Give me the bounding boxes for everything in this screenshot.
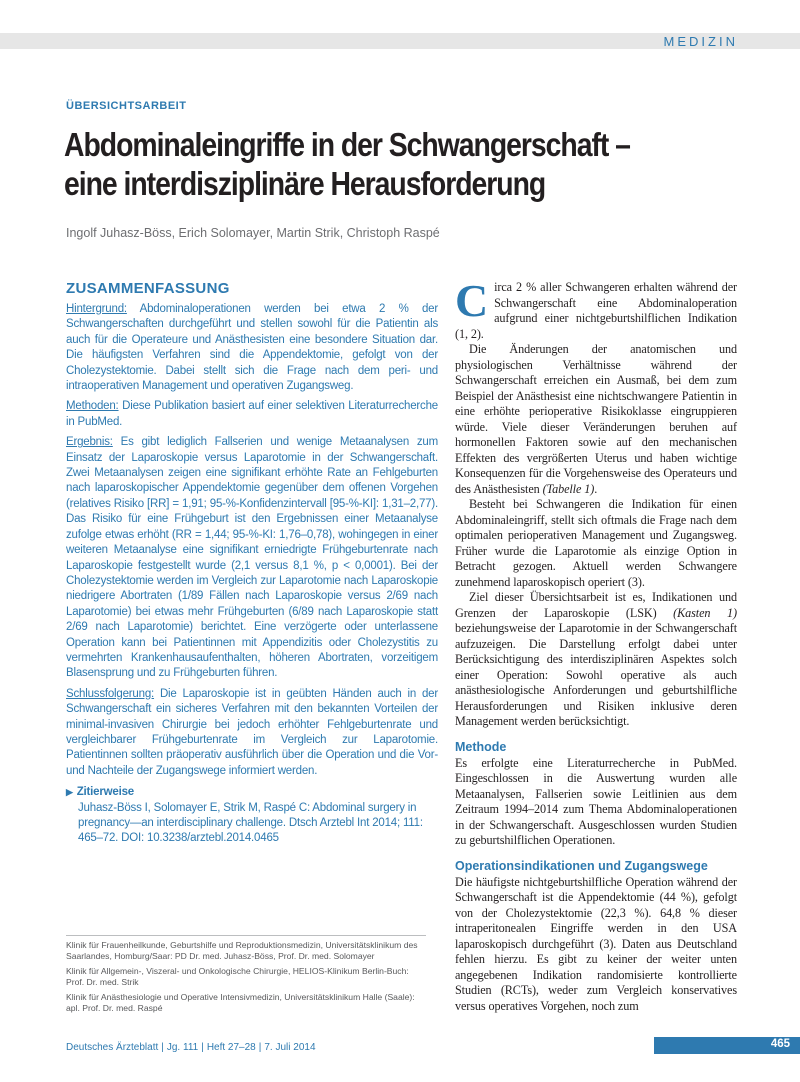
citation-heading [66, 785, 438, 800]
affiliations [66, 935, 426, 1018]
intro-text-4a: Ziel dieser Übersichtsarbeit ist es, Indikationen und Grenzen der Laparoskopie (LSK) [455, 590, 737, 620]
affiliation-item: Klinik für Frauenheilkunde, Geburtshilfe und Reproduktionsmedizin, Universitätsklinikum des Saarlandes, Homburg/Saar: PD Dr. med. Juhasz-Böss, Prof. Dr. med. Solomayer [66, 940, 418, 961]
footer-separator: | [258, 1042, 262, 1053]
drop-cap: C [455, 275, 489, 326]
journal-name: Deutsches Ärzteblatt [66, 1042, 159, 1053]
author-list: Ingolf Juhasz-Böss, Erich Solomayer, Martin Strik, Christoph Raspé [66, 226, 440, 240]
box-reference-link[interactable]: (Kasten 1) [673, 605, 737, 620]
journal-volume: Jg. 111 [166, 1042, 199, 1053]
citation-heading-label: Zitierweise [76, 786, 134, 799]
article-title [64, 125, 666, 203]
intro-paragraph-1 [455, 275, 737, 342]
title-line-2: eine interdisziplinäre Herausforderung [64, 165, 546, 202]
footer-separator: | [201, 1042, 204, 1053]
methods-paragraph: Es erfolgte eine Literaturrecherche in PubMed. Eingeschlossen in die Auswertung wurden alle Metaanalysen, Fallserien sowie Leitlinien aus dem Zeitraum 1994–2014 zum Thema Abdominaloperationen in der Schwangerschaft. Ausgeschlossen wurden Studien zu geburtshilflichen Operationen. [455, 755, 737, 847]
results-label: Ergebnis: [66, 436, 113, 449]
operations-paragraph: Die häufigste nichtgeburtshilfliche Operation während der Schwangerschaft ist die Appendektomie (44 %), gefolgt von der Cholezystektomie (22,3 %). 64,8 % dieser intraperitonealen Eingriffe werden in den USA laparoskopisch durchgeführt (3). Daten aus Deutschland fehlen hierzu. Es gibt zu keiner der weiter unten angegebenen Indikation randomisierte kontrollierte Studien (RCTs), weder zum Vergleich konservatives versus operatives Vorgehen, noch zum [455, 874, 737, 1013]
triangle-right-icon: ▶ [66, 787, 73, 798]
methods-heading: Methode [455, 739, 507, 754]
abstract-conclusion [66, 687, 438, 779]
abstract-methods [66, 399, 438, 430]
footer-separator: | [161, 1042, 164, 1053]
intro-paragraph-3: Besteht bei Schwangeren die Indikation für einen Abdominaleingriff, stellt sich oftmals die Frage nach dem optimalen perioperativen Management und Zugangsweg. Früher wurde die Laparotomie als einzige Option in Betracht gezogen. Aktuell werden Schwangere zunehmend laparoskopisch operiert (3). [455, 497, 737, 589]
conclusion-text: Die Laparoskopie ist in geübten Händen auch in der Schwangerschaft ein sicheres Verfahren mit den bekannten Vorteilen der minimal-invasiven Chirurgie bei jedoch erhöhter Fehlgeburtenrate und vergleichbarer Frühgeburtenrate im Vergleich zur Laparotomie. Patientinnen sollten präoperativ ausführlich über die Operation und die Vor- und Nachteile der Zugangswege informiert werden. [66, 687, 438, 777]
intro-text-4b: beziehungsweise der Laparotomie in der Schwangerschaft aufzuzeigen. Die Darstellung erfolgt dabei unter Berücksichtigung des interdisziplinären Aspektes solch einer Operation: Sowohl operative als auch anästhesiologische Anforderungen und geburtshilfliche Herausforderungen und Risiken inklusive deren Management werden berücksichtigt. [455, 621, 737, 728]
affiliation-item: Klinik für Anästhesiologie und Operative Intensivmedizin, Universitätsklinikum Halle (Saale): apl. Prof. Dr. med. Raspé [66, 992, 415, 1013]
journal-issue: Heft 27–28 [206, 1042, 256, 1053]
title-line-1: Abdominaleingriffe in der Schwangerschaft – [64, 126, 630, 163]
operations-heading: Operationsindikationen und Zugangswege [455, 858, 708, 873]
journal-date: 7. Juli 2014 [264, 1042, 316, 1053]
results-text: Es gibt lediglich Fallserien und wenige Metaanalysen zum Einsatz der Laparoskopie versus Laparotomie in der Schwangerschaft. Zwei Metaanalysen zeigen eine signifikant erhöhte Rate an Fehlgeburten nach laparoskopischer Appendektomie gegenüber dem offenen Vorgehen (relatives Risiko [RR] = 1,91; 95-%-Konfidenzintervall [95-%-KI]: 1,31–2,77). Das Risiko für eine Frühgeburt ist den Ergebnissen einer Metaanalyse zufolge etwas erhöht (RR = 1,44; 95-%-KI: 1,76–0,78), wohingegen in einer weiteren Metaanalyse eine signifikant erniedrigte Frühgeburtenrate nach Laparoskopie festgestellt wurde (2,1 versus 8,1 %, p < 0,0001). Bei der Cholezystektomie werden im Vergleich zur Laparotomie nach Laparoskopie niedrigere Abortraten (1/89 Fällen nach Laparoskopie versus 2/69 nach Laparotomie) bei etwas mehr Frühgeburten (6/89 nach Laparoskopie statt 2/69 nach Laparotomie) berichtet. Eine verzögerte oder unterlassene Operation kann bei Patientinnen mit Appendizitis oder Cholezystitis zu vermehrten Krankenhausaufenthalten, höheren Abortraten, vorzeitigem Blasensprung und zu Frühgeburten führen. [66, 436, 438, 680]
background-label: Hintergrund: [66, 303, 127, 315]
background-text: Abdominaloperationen werden bei etwa 2 % der Schwangerschaften durchgeführt und stellen sowohl für die Patientin als auch für die Operateure und Anästhesisten eine besondere Situation dar. Die häufigsten Verfahren sind die Appendektomie, gefolgt von der Cholezystektomie. Dabei stellt sich die Frage nach dem peri- und intraoperativen Management und operativen Zugangsweg. [66, 303, 438, 393]
section-label: MEDIZIN [663, 34, 738, 49]
body-column [455, 275, 737, 1014]
abstract-box [66, 280, 438, 847]
intro-text-2a: Die Änderungen der anatomischen und physiologischen Verhältnisse während der Schwangerschaft erreichen ein Ausmaß, bei dem zum Beispiel der Anästhesist eine nichtschwangere Patientin in eine erhöhte perioperative Risikoklasse eingruppieren würde. Viele dieser Veränderungen beruhen auf hormonellen Faktoren sowie auf den mechanischen Effekten des vergrößerten Uterus und haben wichtige Konsequenzen für die Vorgehensweise des Operateurs und des Anästhesisten [455, 342, 737, 496]
intro-text-1: irca 2 % aller Schwangeren erhalten während der Schwangerschaft eine Abdominaloperation aufgrund einer nichtgeburtshilflichen Indikation (1, 2). [455, 280, 737, 341]
affiliation-item: Klinik für Allgemein-, Viszeral- und Onkologische Chirurgie, HELIOS-Klinikum Berlin-Buch: Prof. Dr. med. Strik [66, 966, 409, 987]
footer-citation [66, 1042, 316, 1053]
abstract-background [66, 302, 438, 394]
table-reference-link[interactable]: (Tabelle 1) [542, 481, 595, 496]
intro-text-2b: . [594, 481, 598, 496]
abstract-heading: ZUSAMMENFASSUNG [66, 280, 230, 297]
intro-paragraph-2 [455, 342, 737, 497]
methods-text: Diese Publikation basiert auf einer selektiven Literaturrecherche in PubMed. [66, 400, 438, 428]
page-number-box [654, 1037, 800, 1054]
intro-paragraph-4 [455, 590, 737, 730]
conclusion-label: Schlussfolgerung: [66, 687, 155, 700]
page-number: 465 [770, 1038, 790, 1050]
article-type: ÜBERSICHTSARBEIT [66, 100, 187, 112]
citation-text: Juhasz-Böss I, Solomayer E, Strik M, Raspé C: Abdominal surgery in pregnancy—an interdisciplinary challenge. Dtsch Arztebl Int 2014; 111: 465–72. DOI: 10.3238/arztebl.2014.0465 [78, 801, 423, 845]
methods-label: Methoden: [66, 400, 119, 413]
citation-block [66, 785, 438, 847]
abstract-results [66, 435, 438, 682]
